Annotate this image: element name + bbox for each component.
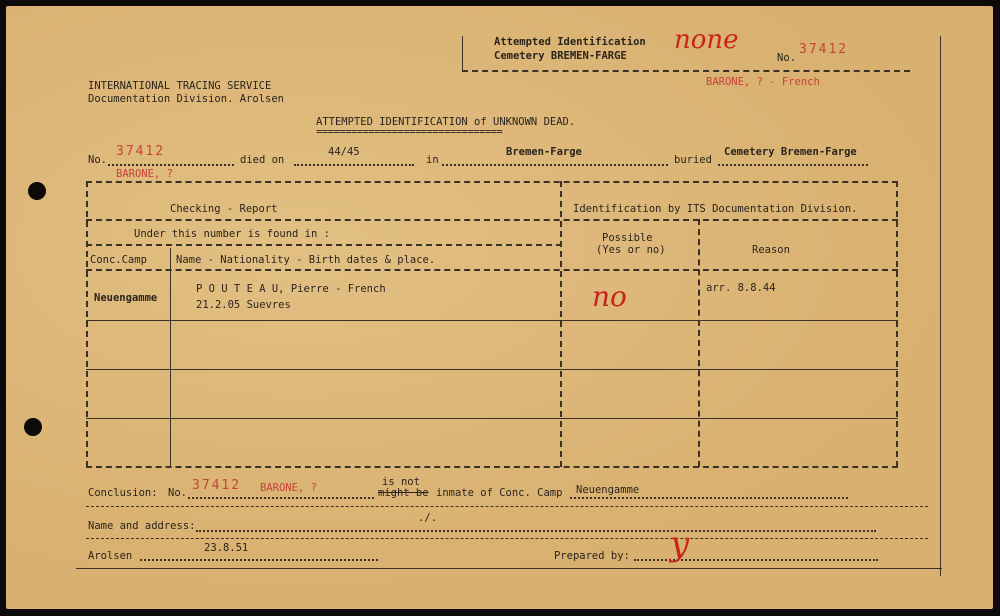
table-yes-no-header: (Yes or no) bbox=[596, 244, 666, 256]
record-died-label: died on bbox=[240, 154, 285, 166]
header-no-label: No. bbox=[777, 52, 796, 64]
record-died-dots bbox=[294, 164, 414, 166]
org-name: INTERNATIONAL TRACING SERVICE bbox=[88, 80, 272, 92]
table-under-number-line bbox=[86, 244, 562, 246]
conclusion-no-value: 37412 bbox=[192, 478, 242, 493]
header-no-value: 37412 bbox=[799, 42, 849, 57]
table-bottom-border bbox=[86, 466, 898, 468]
table-camp-header: Conc.Camp bbox=[90, 254, 147, 266]
header-person: BARONE, ? - French bbox=[706, 76, 820, 88]
index-card bbox=[6, 6, 993, 609]
conclusion-name: BARONE, ? bbox=[260, 482, 317, 494]
table-left-border bbox=[86, 181, 88, 467]
table-row-line-2 bbox=[86, 369, 898, 370]
row-birth: 21.2.05 Suevres bbox=[196, 299, 291, 311]
record-in-label: in bbox=[426, 154, 439, 166]
header-box-bottom-border bbox=[462, 70, 910, 72]
card-bottom-line bbox=[76, 568, 942, 569]
name-address-dots bbox=[196, 530, 876, 532]
table-checking-report: Checking - Report bbox=[170, 203, 278, 215]
table-possible-header: Possible bbox=[602, 232, 653, 244]
row-reason: arr. 8.8.44 bbox=[706, 282, 776, 294]
table-identification-header: Identification by ITS Documentation Division. bbox=[573, 203, 858, 215]
table-under-number: Under this number is found in : bbox=[134, 228, 330, 240]
table-camp-divider bbox=[170, 248, 171, 466]
record-died-value: 44/45 bbox=[328, 146, 360, 158]
conclusion-inmate: inmate of Conc. Camp bbox=[436, 487, 563, 499]
conclusion-no-dots bbox=[188, 497, 374, 499]
row-name: P O U T E A U, Pierre - French bbox=[196, 283, 386, 295]
header-cemetery: Cemetery BREMEN-FARGE bbox=[494, 50, 627, 62]
header-attempted-identification: Attempted Identification bbox=[494, 36, 646, 48]
table-row-line-1 bbox=[86, 320, 898, 321]
table-name-header: Name - Nationality - Birth dates & place. bbox=[176, 254, 436, 266]
name-address-separator bbox=[86, 538, 928, 539]
punch-hole-top bbox=[28, 182, 46, 200]
footer-date-dots bbox=[140, 559, 378, 561]
conclusion-label: Conclusion: bbox=[88, 487, 158, 499]
record-no-value: 37412 bbox=[116, 144, 166, 159]
document-title: ATTEMPTED IDENTIFICATION of UNKNOWN DEAD. bbox=[316, 116, 576, 128]
handwritten-none: none bbox=[674, 25, 739, 55]
row-possible-handwritten: no bbox=[592, 280, 627, 313]
table-right-border bbox=[896, 181, 898, 467]
conclusion-is-not: is not bbox=[382, 476, 420, 488]
table-mid-divider bbox=[560, 181, 562, 467]
footer-prepared-by: Prepared by: bbox=[554, 550, 630, 562]
conclusion-separator bbox=[86, 506, 928, 507]
conclusion-camp: Neuengamme bbox=[576, 484, 640, 496]
footer-arolsen: Arolsen bbox=[88, 550, 133, 562]
header-box-left-border bbox=[462, 36, 463, 72]
header-box-right-border bbox=[940, 36, 941, 576]
table-header-line bbox=[86, 219, 898, 221]
record-buried-dots bbox=[718, 164, 868, 166]
name-address-value: ./. bbox=[418, 512, 437, 524]
record-in-dots bbox=[442, 164, 668, 166]
record-name: BARONE, ? bbox=[116, 168, 173, 180]
table-possible-divider bbox=[698, 219, 700, 467]
table-reason-header: Reason bbox=[752, 244, 790, 256]
row-camp: Neuengamme bbox=[94, 292, 158, 304]
conclusion-camp-dots bbox=[570, 497, 848, 499]
punch-hole-bottom bbox=[24, 418, 42, 436]
record-buried-value: Cemetery Bremen-Farge bbox=[724, 146, 857, 158]
footer-date: 23.8.51 bbox=[204, 542, 249, 554]
name-address-label: Name and address: bbox=[88, 520, 196, 532]
record-buried-label: buried bbox=[674, 154, 712, 166]
record-no-dots bbox=[108, 164, 234, 166]
table-top-border bbox=[86, 181, 898, 183]
org-division: Documentation Division. Arolsen bbox=[88, 93, 284, 105]
conclusion-no-label: No. bbox=[168, 487, 187, 499]
title-underline: ================================ bbox=[316, 126, 503, 138]
table-column-header-line bbox=[86, 269, 898, 271]
record-no-label: No. bbox=[88, 154, 107, 166]
table-row-line-3 bbox=[86, 418, 898, 419]
footer-signature: y bbox=[670, 524, 690, 564]
conclusion-might-be: might be bbox=[378, 487, 429, 499]
record-in-value: Bremen-Farge bbox=[506, 146, 582, 158]
